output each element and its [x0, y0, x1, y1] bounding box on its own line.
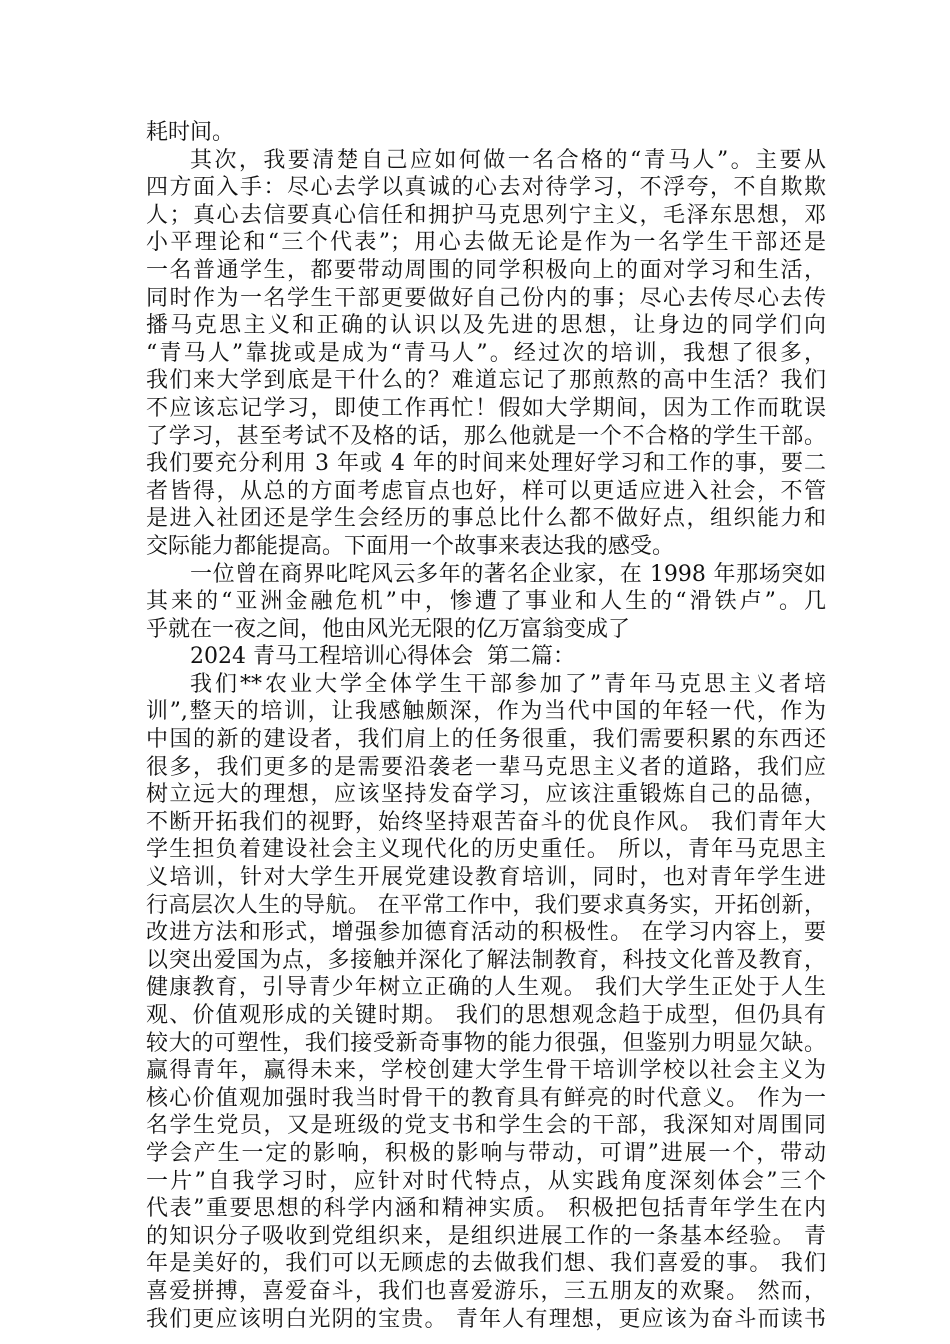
text-line: 同时作为一名学生干部更要做好自己份内的事；尽心去传尽心去传 [146, 285, 826, 311]
text-line: 不应该忘记学习，即使工作再忙！假如大学期间，因为工作而耽误 [146, 395, 826, 421]
text-line: 我们更应该明白光阴的宝贵。 青年人有理想，更应该为奋斗而读书 [146, 1306, 826, 1332]
paragraph-start-line: 其次，我要清楚自己应如何做一名合格的“青马人”。主要从 [190, 147, 826, 173]
text-line: 义培训，针对大学生开展党建设教育培训，同时，也对青年学生进 [146, 865, 826, 891]
text-line: 乎就在一夜之间，他由风光无限的亿万富翁变成了 [146, 616, 631, 642]
text-line: 改进方法和形式，增强参加德育活动的积极性。 在学习内容上，要 [146, 920, 826, 946]
section-heading: 2024 青马工程培训心得体会 第二篇： [190, 644, 575, 670]
text-line: 年是美好的，我们可以无顾虑的去做我们想、我们喜爱的事。 我们 [146, 1251, 826, 1277]
text-line: 行高层次人生的导航。 在平常工作中，我们要求真务实，开拓创新， [146, 892, 826, 918]
text-line: 中国的新的建设者，我们肩上的任务很重，我们需要积累的东西还 [146, 727, 826, 753]
text-line: 健康教育，引导青少年树立正确的人生观。 我们大学生正处于人生 [146, 975, 826, 1001]
text-line: 小平理论和“三个代表”；用心去做无论是作为一名学生干部还是 [146, 230, 826, 256]
text-line: 人；真心去信要真心信任和拥护马克思列宁主义，毛泽东思想，邓 [146, 202, 826, 228]
text-line: 其来的“亚洲金融危机”中，惨遭了事业和人生的“滑铁卢”。几 [146, 589, 826, 615]
text-line: 以突出爱国为点，多接触并深化了解法制教育，科技文化普及教育， [146, 947, 826, 973]
text-line: 者皆得，从总的方面考虑盲点也好，样可以更适应进入社会，不管 [146, 478, 826, 504]
text-line: 代表”重要思想的科学内涵和精神实质。 积极把包括青年学生在内 [146, 1196, 826, 1222]
text-line: 观、价值观形成的关键时期。 我们的思想观念趋于成型，但仍具有 [146, 1003, 826, 1028]
text-line: 训”,整天的培训，让我感触颇深，作为当代中国的年轻一代，作为 [146, 699, 826, 725]
text-line: 交际能力都能提高。下面用一个故事来表达我的感受。 [146, 533, 675, 559]
text-line: 核心价值观加强时我当时骨干的教育具有鲜亮的时代意义。 作为一 [146, 1085, 826, 1111]
text-line: 较大的可塑性，我们接受新奇事物的能力很强，但鉴别力明显欠缺。 [146, 1030, 826, 1056]
text-line: 我们来大学到底是干什么的？难道忘记了那煎熬的高中生活？我们 [146, 368, 826, 394]
text-line: 喜爱拼搏，喜爱奋斗，我们也喜爱游乐，三五朋友的欢聚。 然而， [146, 1278, 826, 1304]
paragraph-start-line: 我们**农业大学全体学生干部参加了”青年马克思主义者培 [190, 671, 826, 697]
text-line: 树立远大的理想，应该坚持发奋学习，应该注重锻炼自己的品德， [146, 782, 826, 808]
text-line: “青马人”靠拢或是成为“青马人”。经过次的培训，我想了很多， [146, 340, 826, 366]
text-line: 了学习，甚至考试不及格的话，那么他就是一个不合格的学生干部。 [146, 423, 826, 449]
document-page [146, 119, 826, 1333]
text-line: 不断开拓我们的视野，始终坚持艰苦奋斗的优良作风。 我们青年大 [146, 809, 826, 835]
text-line: 四方面入手：尽心去学以真诚的心去对待学习，不浮夸，不自欺欺 [146, 175, 826, 201]
text-line: 我们要充分利用 3 年或 4 年的时间来处理好学习和工作的事，要二 [146, 451, 826, 477]
text-line: 学生担负着建设社会主义现代化的历史重任。 所以，青年马克思主 [146, 837, 826, 863]
text-line: 播马克思主义和正确的认识以及先进的思想，让身边的同学们向 [146, 313, 826, 339]
text-line: 一名普通学生，都要带动周围的同学积极向上的面对学习和生活， [146, 257, 826, 283]
text-line: 耗时间。 [146, 120, 235, 145]
text-line: 学会产生一定的影响，积极的影响与带动，可谓”进展一个，带动 [146, 1140, 826, 1166]
text-line: 一片”自我学习时，应针对时代特点，从实践角度深刻体会”三个 [146, 1168, 826, 1194]
paragraph-start-line: 一位曾在商界叱咤风云多年的著名企业家，在 1998 年那场突如 [190, 561, 826, 587]
text-line: 的知识分子吸收到党组织来，是组织进展工作的一条基本经验。 青 [146, 1223, 826, 1249]
text-line: 赢得青年，赢得未来，学校创建大学生骨干培训学校以社会主义为 [146, 1058, 826, 1084]
text-line: 名学生党员，又是班级的党支书和学生会的干部，我深知对周围同 [146, 1113, 826, 1139]
text-line: 很多，我们更多的是需要沿袭老一辈马克思主义者的道路，我们应 [146, 754, 826, 780]
text-line: 是进入社团还是学生会经历的事总比什么都不做好点，组织能力和 [146, 506, 826, 532]
